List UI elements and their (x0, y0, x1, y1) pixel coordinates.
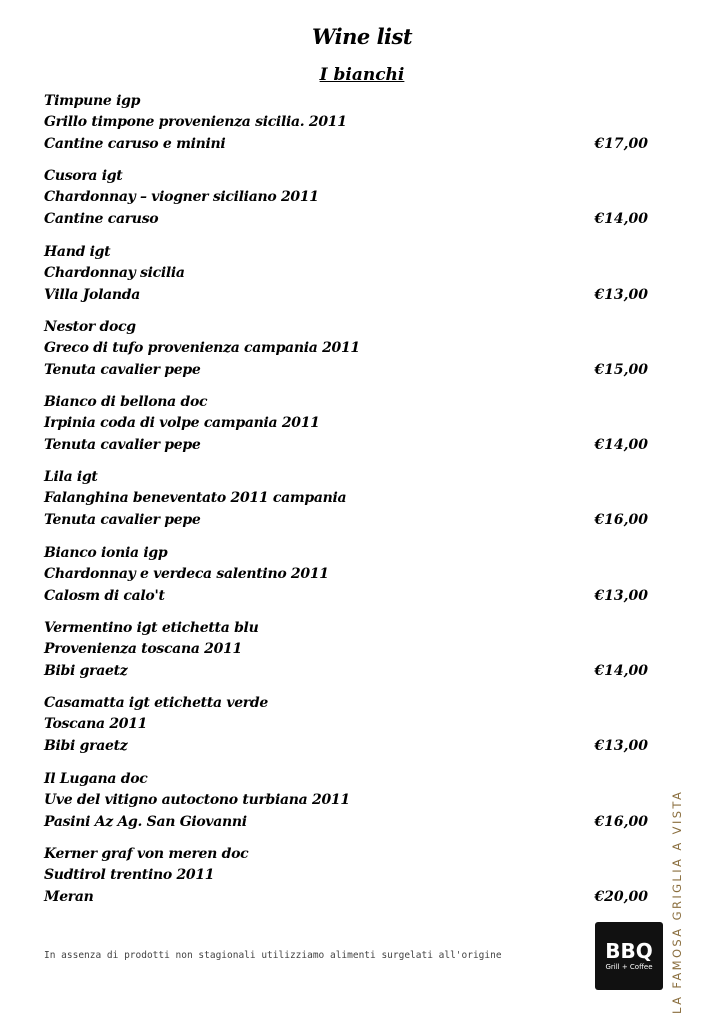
wine-producer: Tenuta cavalier pepe (44, 512, 201, 529)
wine-price: €13,00 (594, 587, 648, 604)
wine-name: Bianco ionia igp (44, 544, 168, 561)
wine-description: Falanghina beneventato 2011 campania (44, 490, 347, 507)
footer-note: In assenza di prodotti non stagionali utilizziamo alimenti surgelati all'origine (44, 950, 502, 961)
wine-entry (44, 543, 656, 618)
wine-producer: Tenuta cavalier pepe (44, 437, 201, 454)
wine-price: €17,00 (594, 136, 648, 152)
wine-entry (44, 693, 656, 768)
wine-producer: Bibi graetz (44, 663, 128, 680)
wine-description: Toscana 2011 (44, 716, 148, 733)
wine-price: €20,00 (594, 888, 648, 905)
bbq-logo (595, 922, 663, 990)
wine-description: Irpinia coda di volpe campania 2011 (44, 415, 320, 432)
wine-entry (44, 317, 656, 392)
wine-price: €14,00 (594, 437, 648, 454)
wine-price: €16,00 (594, 813, 648, 830)
wine-description: Provenienza toscana 2011 (44, 641, 242, 658)
wine-description: Greco di tufo provenienza campania 2011 (44, 339, 360, 356)
side-tagline: LA FAMOSA GRIGLIA A VISTA (670, 789, 684, 1014)
wine-description: Uve del vitigno autoctono turbiana 2011 (44, 791, 350, 808)
wine-producer: Bibi graetz (44, 738, 128, 755)
wine-name: Il Lugana doc (44, 770, 148, 787)
wine-producer: Calosm di calo't (44, 587, 165, 604)
wine-description: Chardonnay sicilia (44, 264, 185, 281)
section-heading: I bianchi (319, 65, 405, 85)
wine-name: Cusora igt (44, 168, 123, 185)
wine-description: Sudtirol trentino 2011 (44, 866, 215, 883)
page-title: Wine list (311, 24, 413, 49)
wine-price: €15,00 (594, 361, 648, 378)
wine-description: Chardonnay – viogner siciliano 2011 (44, 189, 319, 206)
wine-name: Vermentino igt etichetta blu (44, 620, 259, 637)
wine-entry (44, 166, 656, 241)
logo-subtitle: Grill + Coffee (605, 963, 653, 971)
wine-entry (44, 769, 656, 844)
wine-name: Kerner graf von meren doc (44, 845, 249, 862)
wine-description: Grillo timpone provenienza sicilia. 2011 (44, 114, 347, 130)
wine-name: Nestor docg (44, 318, 136, 335)
wine-producer: Pasini Az Ag. San Giovanni (44, 813, 247, 830)
wine-price: €14,00 (594, 663, 648, 680)
wine-entry (44, 242, 656, 317)
logo-mark: BBQ (605, 939, 653, 963)
wine-price: €16,00 (594, 512, 648, 529)
wine-name: Timpune igp (44, 93, 141, 109)
wine-name: Casamatta igt etichetta verde (44, 695, 268, 712)
wine-name: Bianco di bellona doc (44, 394, 208, 411)
wine-price: €13,00 (594, 286, 648, 303)
wine-price: €13,00 (594, 738, 648, 755)
wine-entry (44, 618, 656, 693)
wine-description: Chardonnay e verdeca salentino 2011 (44, 565, 329, 582)
wine-entry (44, 467, 656, 542)
wine-price: €14,00 (594, 211, 648, 228)
wine-entry (44, 392, 656, 467)
wine-name: Lila igt (44, 469, 98, 486)
wine-list (44, 91, 656, 919)
wine-producer: Cantine caruso (44, 211, 159, 228)
wine-entry (44, 91, 656, 166)
wine-producer: Meran (44, 888, 94, 905)
wine-producer: Cantine caruso e minini (44, 136, 226, 152)
wine-producer: Villa Jolanda (44, 286, 141, 303)
wine-name: Hand igt (44, 243, 111, 260)
wine-producer: Tenuta cavalier pepe (44, 361, 201, 378)
wine-entry (44, 844, 656, 919)
